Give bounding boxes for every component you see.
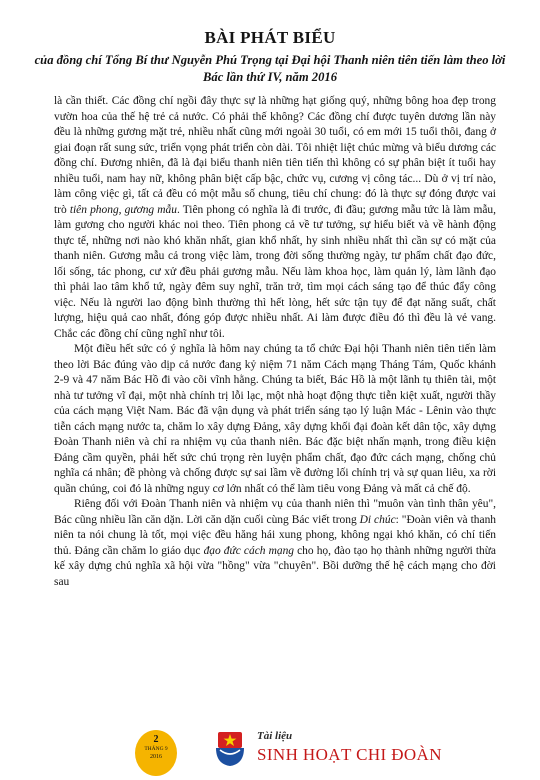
speech-body: [54, 94, 496, 590]
paragraph-1: [54, 94, 496, 342]
paragraph-1-text-b: . Tiên phong có nghĩa là đi trước, đi đầu; gương mẫu tức là làm mẫu, làm gương cho người khác noi theo. Tiên phong cả về tư tưởng, sự hiểu biết và về hành động thực tế, những nơi nào khó khăn nhất, gian khổ nhất, hy sinh nhiều nhất thì cần sự có mặt của thanh niên. Gương mẫu cả trong việc làm, trong đời sống thường ngày, tư phẩm chất đạo đức, lối sống, tác phong, cư xử đều phải gương mẫu. Nếu làm khoa học, làm quản lý, làm lãnh đạo thì phải lao tâm khổ tứ, ngày đêm suy nghĩ, trăn trở, tìm mọi cách sáng tạo để thúc đẩy công việc. Nếu là người lao động bình thường thì hết lòng, hết sức tận tụy để đạt năng suất, chất lượng, hiệu quả cao nhất, đóng góp được nhiều nhất. Ai làm được điều đó thì đều là vẻ vang. Chắc các đồng chí cũng nghĩ như tôi.: [54, 203, 496, 340]
paragraph-3-emphasis-di-chuc: Di chúc: [359, 513, 396, 526]
paragraph-3-text-b: : "Đoàn viên và thanh niên ta nói chung là tốt, mọi việc đều hăng hái xung phong, không ngại khó khăn, có chí tiến thủ. Đảng cần chăm lo giáo dục: [54, 513, 497, 557]
issue-month: THÁNG 9: [144, 746, 168, 752]
youth-union-logo-icon: [212, 728, 248, 768]
page-number-badge: [135, 730, 177, 776]
magazine-label: Tài liệu: [257, 730, 293, 742]
paragraph-1-text-a: là cần thiết. Các đồng chí ngồi đây thực sự là những hạt giống quý, những bông hoa đẹp trong vườn hoa của thế hệ trẻ cả nước. Có phải thế không? Các đồng chí được tuyên dương lần này đều là những gương mặt trẻ, nhiều nhất cũng mới ngoài 30 tuổi, có em mới 15 tuổi thôi, đang ở giai đoạn rất sung sức, triển vọng phát triển còn dài. Tôi nhiệt liệt chúc mừng và biểu dương các đồng chí. Đương nhiên, đã là đại biểu thanh niên tiên tiến thì không có sự phân biệt ít tuổi hay nhiều tuổi, nam hay nữ, không phân biệt cấp bậc, chức vụ, cương vị công tác... Dù ở vị trí nào, làm công việc gì, tất cả đều có một mẫu số chung, tiêu chí chung: đó là thực sự đóng được vai trò: [54, 95, 496, 216]
document-title: BÀI PHÁT BIỂU: [204, 28, 336, 47]
issue-year: 2016: [150, 754, 162, 760]
page-number: 2: [153, 734, 159, 745]
paragraph-3-text-a: Riêng đối với Đoàn Thanh niên và nhiệm vụ của thanh niên thì "muôn vàn tình thân yêu", Bác cũng nhiều lần căn dặn. Lời căn dặn cuối cùng Bác viết trong: [54, 498, 496, 526]
paragraph-3: [54, 497, 496, 590]
paragraph-2: Một điều hết sức có ý nghĩa là hôm nay chúng ta tổ chức Đại hội Thanh niên tiên tiến làm theo lời Bác đúng vào dịp cả nước đang kỷ niệm 71 năm Cách mạng Tháng Tám, Quốc khánh 2-9 và 47 năm Bác Hồ đi vào cõi vĩnh hằng. Chúng ta biết, Bác Hồ là một lãnh tụ thiên tài, một nhà tư tưởng vĩ đại, một nhà chính trị lỗi lạc, một nhà hoạt động thực tiễn kiệt xuất, người thầy của cách mạng Việt Nam. Bác đã vận dụng và phát triển sáng tạo lý luận Mác - Lênin vào thực tiễn cách mạng nước ta, chăm lo xây dựng Đảng, xây dựng khối đại đoàn kết dân tộc, xây dựng Đoàn Thanh niên và chỉ ra nhiệm vụ của thanh niên. Bác đặc biệt nhấn mạnh, trong điều kiện Đảng cầm quyền, phải hết sức chú trọng rèn luyện phẩm chất, đạo đức cách mạng, chống chủ nghĩa cá nhân; đề phòng và chống được sự sai lầm về đường lối chính trị và sự quan liêu, xa rời quần chúng, coi đó là những nguy cơ lớn nhất có thể làm tiêu vong Đảng và mất cả chế độ.: [54, 343, 496, 495]
paragraph-1-emphasis: tiên phong, gương mẫu: [69, 203, 177, 216]
paragraph-3-text-c: cho họ, đào tạo họ thành những người thừa kế xây dựng chủ nghĩa xã hội vừa "hồng" vừa "chuyên". Bồi dưỡng thế hệ cách mạng cho đời sau: [54, 544, 496, 588]
document-subtitle: của đồng chí Tổng Bí thư Nguyễn Phú Trọng tại Đại hội Thanh niên tiên tiến làm theo lời Bác lần thứ IV, năm 2016: [34, 53, 506, 84]
magazine-title: SINH HOẠT CHI ĐOÀN: [257, 745, 442, 764]
paragraph-3-emphasis-dao-duc: đạo đức cách mạng: [203, 544, 295, 557]
